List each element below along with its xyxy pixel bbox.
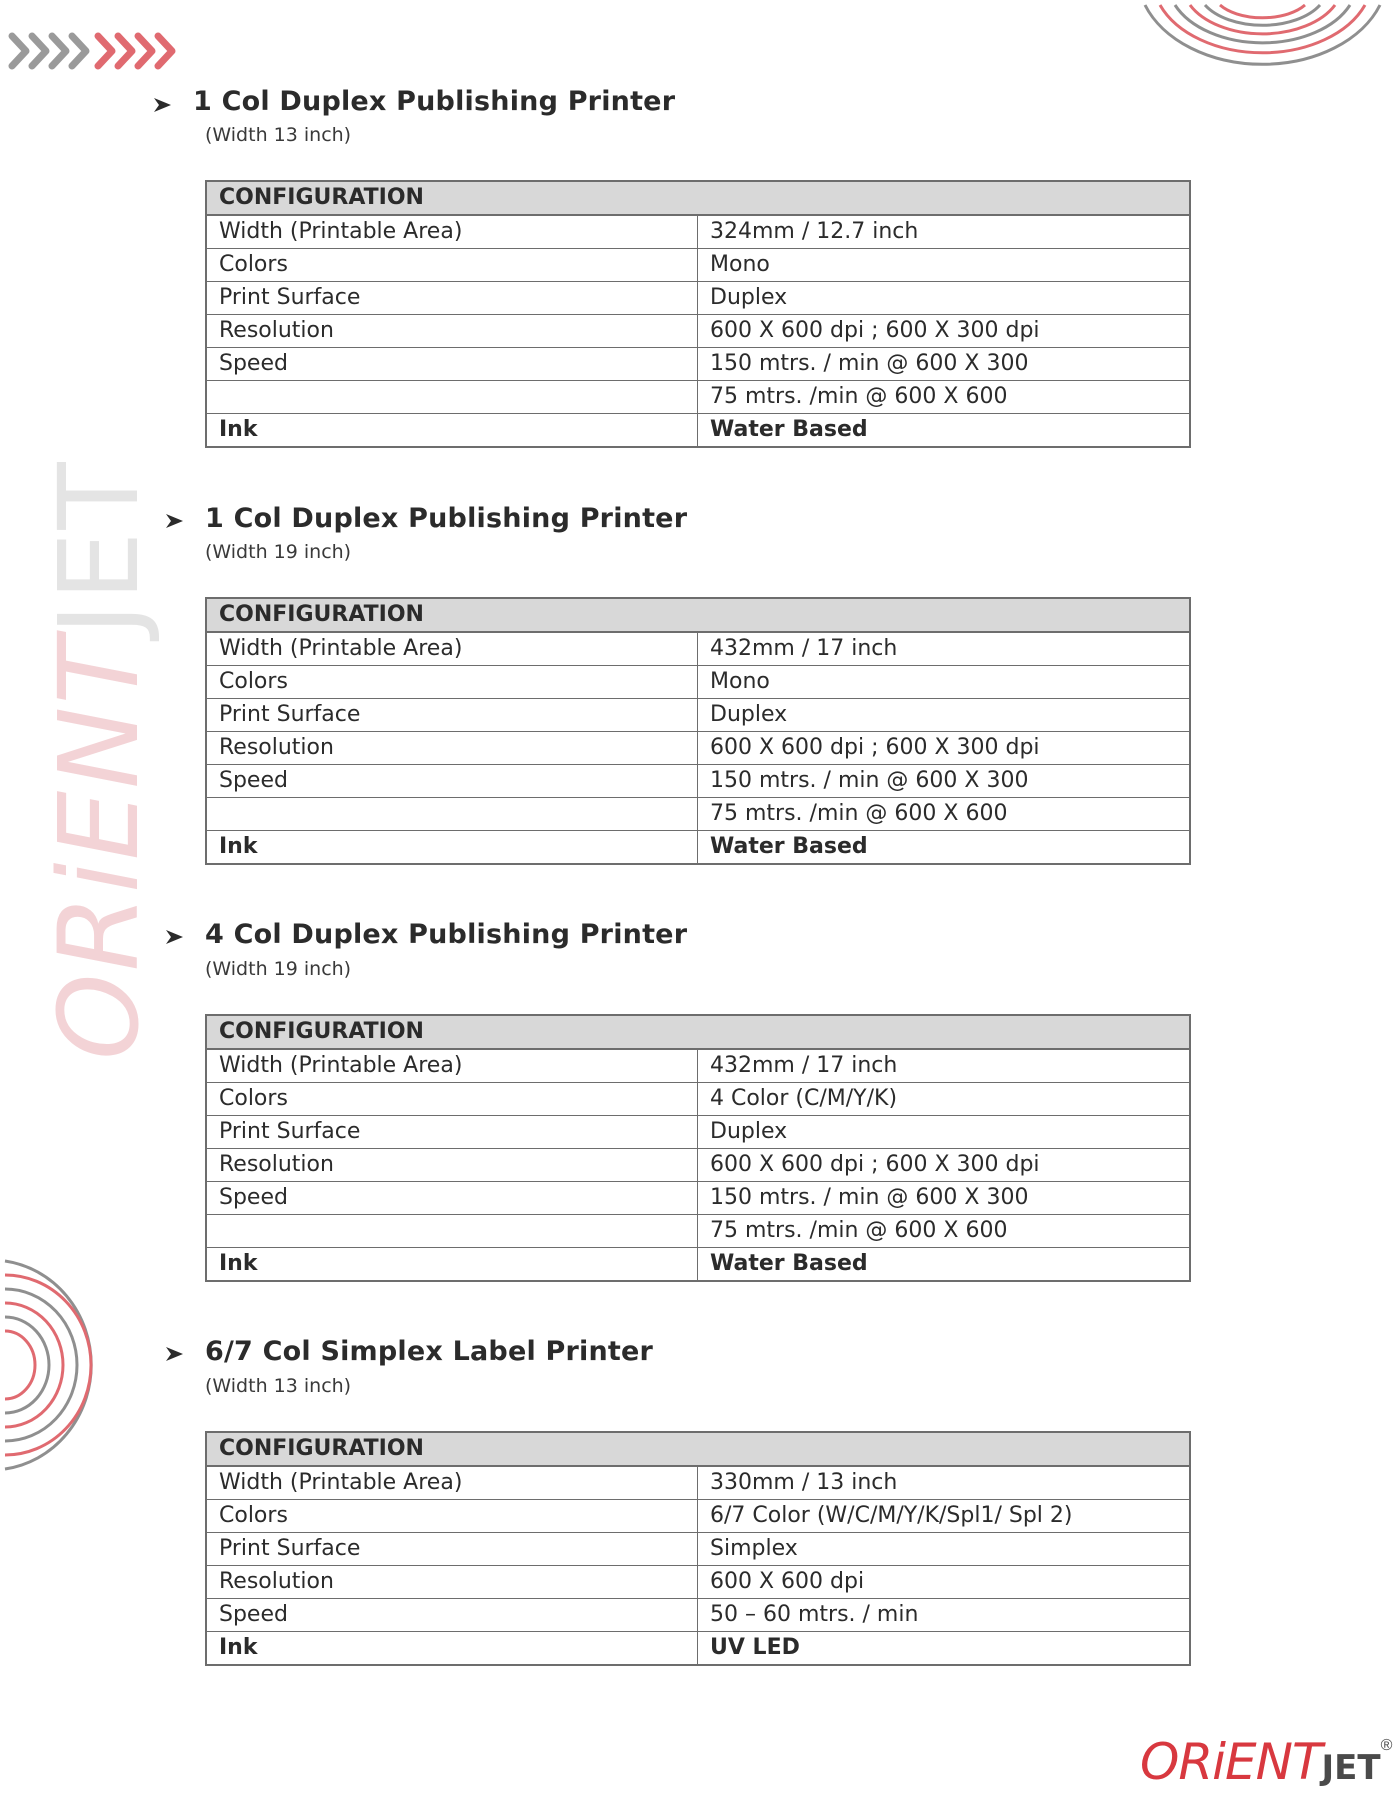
arc-decoration-left (0, 1255, 110, 1475)
row-label: Print Surface (206, 1116, 698, 1149)
table-header-row (206, 1432, 1190, 1466)
table-header: CONFIGURATION (206, 1432, 1190, 1466)
table-row (206, 666, 1190, 699)
table-row (206, 632, 1190, 666)
logo-primary: ORiENT (1140, 1733, 1322, 1791)
row-label: Width (Printable Area) (206, 1049, 698, 1083)
bullet-arrow-icon (165, 928, 185, 946)
table-row (206, 1533, 1190, 1566)
configuration-table (205, 1014, 1191, 1282)
section-title: 1 Col Duplex Publishing Printer (193, 86, 676, 117)
row-label: Ink (206, 831, 698, 865)
row-value: Duplex (698, 699, 1191, 732)
table-row (206, 1248, 1190, 1282)
row-label (206, 1215, 698, 1248)
row-label: Print Surface (206, 699, 698, 732)
configuration-table (205, 180, 1191, 448)
section-title: 6/7 Col Simplex Label Printer (205, 1336, 654, 1367)
row-value: 324mm / 12.7 inch (698, 215, 1191, 249)
watermark-secondary: JET (35, 460, 163, 636)
table-header-row (206, 1015, 1190, 1049)
table-row (206, 414, 1190, 448)
table-header: CONFIGURATION (206, 1015, 1190, 1049)
row-value: Water Based (698, 831, 1191, 865)
table-row (206, 1149, 1190, 1182)
table-row (206, 1566, 1190, 1599)
row-value: 50 – 60 mtrs. / min (698, 1599, 1191, 1632)
orientjet-logo (1140, 1733, 1392, 1791)
table-row (206, 215, 1190, 249)
table-row (206, 1083, 1190, 1116)
row-value: Mono (698, 666, 1191, 699)
row-value: 150 mtrs. / min @ 600 X 300 (698, 348, 1191, 381)
row-label: Speed (206, 765, 698, 798)
row-value: UV LED (698, 1632, 1191, 1666)
bullet-arrow-icon (165, 512, 185, 530)
row-value: 75 mtrs. /min @ 600 X 600 (698, 798, 1191, 831)
logo-secondary: JET (1321, 1748, 1381, 1788)
row-value: 75 mtrs. /min @ 600 X 600 (698, 381, 1191, 414)
arc-decoration-top-right (1140, 0, 1400, 100)
row-value: 600 X 600 dpi (698, 1566, 1191, 1599)
section-title: 1 Col Duplex Publishing Printer (205, 503, 688, 534)
row-label: Width (Printable Area) (206, 215, 698, 249)
row-label: Speed (206, 348, 698, 381)
row-label: Resolution (206, 1566, 698, 1599)
row-value: Water Based (698, 1248, 1191, 1282)
table-row (206, 1182, 1190, 1215)
row-value: 150 mtrs. / min @ 600 X 300 (698, 1182, 1191, 1215)
chevron-arrows-decoration (6, 30, 186, 72)
table-row (206, 249, 1190, 282)
row-value: Duplex (698, 282, 1191, 315)
table-row (206, 765, 1190, 798)
table-row (206, 282, 1190, 315)
row-label: Colors (206, 1500, 698, 1533)
table-row (206, 1466, 1190, 1500)
row-label: Width (Printable Area) (206, 632, 698, 666)
table-row (206, 1500, 1190, 1533)
row-value: 432mm / 17 inch (698, 1049, 1191, 1083)
table-row (206, 381, 1190, 414)
row-label: Print Surface (206, 282, 698, 315)
row-value: 75 mtrs. /min @ 600 X 600 (698, 1215, 1191, 1248)
row-value: 600 X 600 dpi ; 600 X 300 dpi (698, 315, 1191, 348)
row-value: Mono (698, 249, 1191, 282)
table-row (206, 1215, 1190, 1248)
table-row (206, 1049, 1190, 1083)
table-header: CONFIGURATION (206, 181, 1190, 215)
section-subtitle: (Width 19 inch) (205, 958, 352, 980)
row-value: Simplex (698, 1533, 1191, 1566)
section-subtitle: (Width 13 inch) (205, 124, 352, 146)
row-value: 6/7 Color (W/C/M/Y/K/Spl1/ Spl 2) (698, 1500, 1191, 1533)
row-value: Water Based (698, 414, 1191, 448)
row-label: Print Surface (206, 1533, 698, 1566)
table-row (206, 1599, 1190, 1632)
section-title: 4 Col Duplex Publishing Printer (205, 919, 688, 950)
table-row (206, 315, 1190, 348)
table-row (206, 831, 1190, 865)
configuration-table (205, 597, 1191, 865)
row-value: 150 mtrs. / min @ 600 X 300 (698, 765, 1191, 798)
table-row (206, 1632, 1190, 1666)
table-row (206, 732, 1190, 765)
row-value: 600 X 600 dpi ; 600 X 300 dpi (698, 1149, 1191, 1182)
watermark-primary: ORiENT (35, 635, 163, 1060)
row-label: Colors (206, 249, 698, 282)
row-label: Speed (206, 1182, 698, 1215)
row-value: 600 X 600 dpi ; 600 X 300 dpi (698, 732, 1191, 765)
bullet-arrow-icon (165, 1345, 185, 1363)
brand-watermark (35, 460, 163, 1060)
row-label: Resolution (206, 1149, 698, 1182)
row-label: Width (Printable Area) (206, 1466, 698, 1500)
row-label: Colors (206, 1083, 698, 1116)
section-subtitle: (Width 13 inch) (205, 1375, 352, 1397)
table-header-row (206, 181, 1190, 215)
bullet-arrow-icon (153, 96, 173, 114)
row-value: 432mm / 17 inch (698, 632, 1191, 666)
row-value: 4 Color (C/M/Y/K) (698, 1083, 1191, 1116)
table-row (206, 348, 1190, 381)
table-row (206, 1116, 1190, 1149)
configuration-table (205, 1431, 1191, 1666)
row-label: Ink (206, 1632, 698, 1666)
row-label: Ink (206, 414, 698, 448)
row-label: Resolution (206, 732, 698, 765)
row-label: Colors (206, 666, 698, 699)
row-value: Duplex (698, 1116, 1191, 1149)
row-label: Speed (206, 1599, 698, 1632)
row-value: 330mm / 13 inch (698, 1466, 1191, 1500)
table-row (206, 699, 1190, 732)
section-subtitle: (Width 19 inch) (205, 541, 352, 563)
table-header-row (206, 598, 1190, 632)
table-header: CONFIGURATION (206, 598, 1190, 632)
table-row (206, 798, 1190, 831)
row-label: Ink (206, 1248, 698, 1282)
row-label: Resolution (206, 315, 698, 348)
row-label (206, 798, 698, 831)
row-label (206, 381, 698, 414)
registered-mark: ® (1380, 1737, 1393, 1754)
